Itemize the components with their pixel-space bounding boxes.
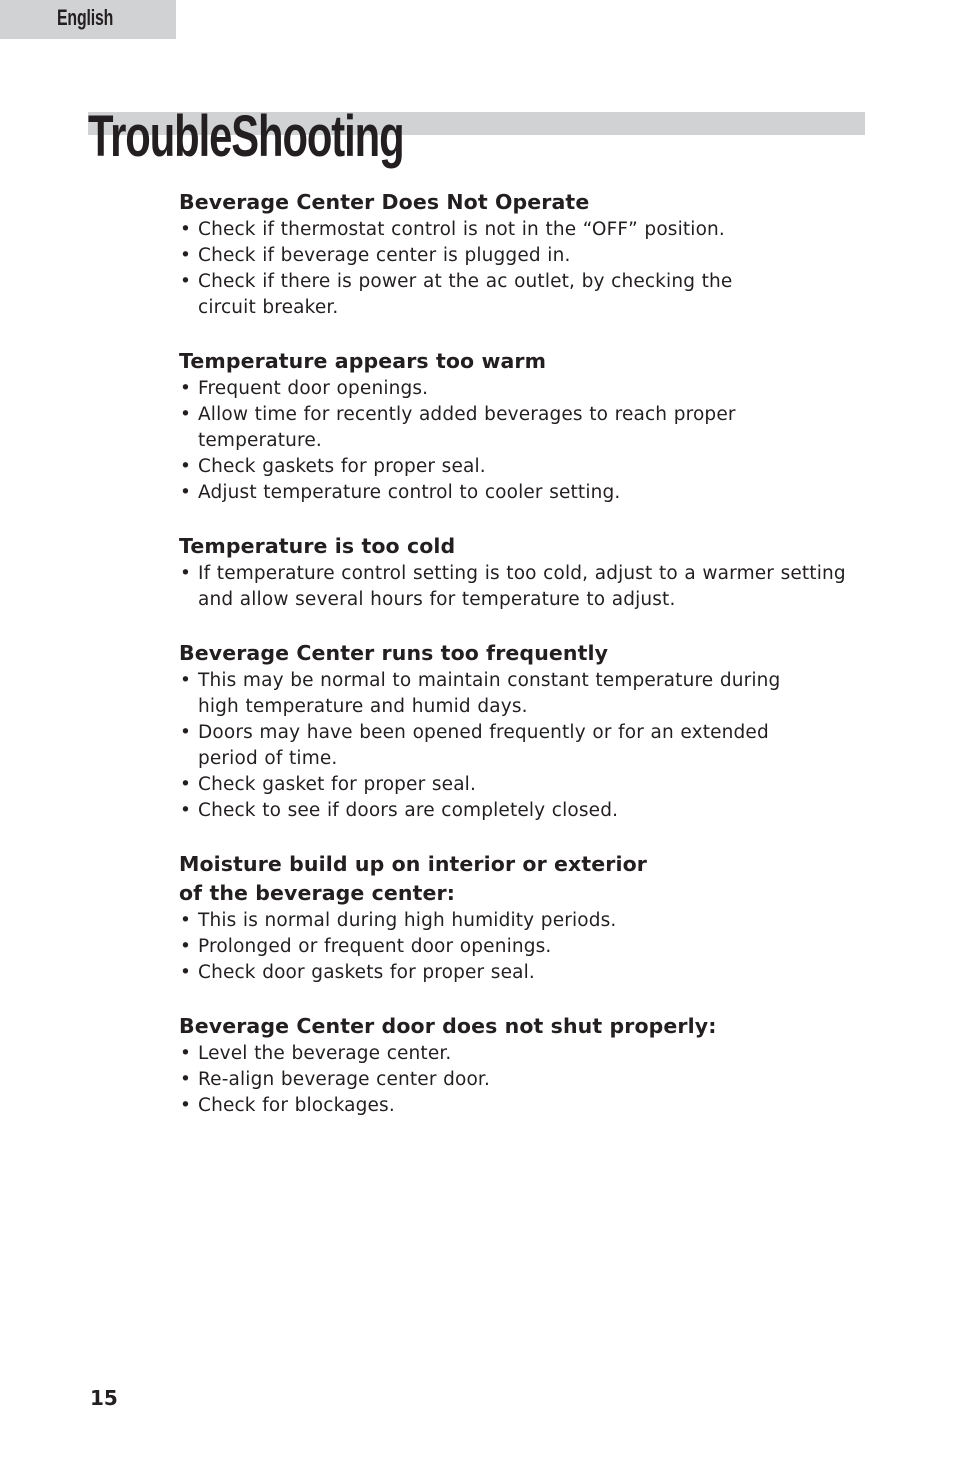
item-text: Check gaskets for proper seal. xyxy=(198,456,486,477)
list-item xyxy=(179,454,879,480)
item-text: This may be normal to maintain constant temperature during high temperature and humid days. xyxy=(198,670,781,717)
item-text: Check door gaskets for proper seal. xyxy=(198,962,535,983)
item-text: Check if beverage center is plugged in. xyxy=(198,245,571,266)
bullet-icon: • xyxy=(180,404,192,425)
item-list xyxy=(179,908,879,986)
section-heading: Beverage Center runs too frequently xyxy=(179,641,609,665)
bullet-icon: • xyxy=(180,563,192,584)
bullet-icon: • xyxy=(180,271,192,292)
bullet-icon: • xyxy=(180,800,192,821)
item-text: Re-align beverage center door. xyxy=(198,1069,491,1090)
list-item xyxy=(179,480,879,506)
bullet-icon: • xyxy=(180,245,192,266)
list-item xyxy=(179,376,879,402)
list-item xyxy=(179,561,879,613)
item-text: Check if there is power at the ac outlet, by checking the circuit breaker. xyxy=(198,271,733,318)
item-text: Check for blockages. xyxy=(198,1095,395,1116)
bullet-icon: • xyxy=(180,936,192,957)
list-item xyxy=(179,908,879,934)
page-title: TroubleShooting xyxy=(88,104,404,169)
list-item xyxy=(179,668,879,720)
bullet-icon: • xyxy=(180,1095,192,1116)
language-label: English xyxy=(57,5,114,30)
section-door-not-shut xyxy=(179,1012,879,1119)
bullet-icon: • xyxy=(180,482,192,503)
section-moisture xyxy=(179,850,879,986)
item-text: Check if thermostat control is not in the “OFF” position. xyxy=(198,219,725,240)
section-heading: Temperature appears too warm xyxy=(179,349,547,373)
list-item xyxy=(179,402,879,454)
item-text: Check gasket for proper seal. xyxy=(198,774,476,795)
language-tab xyxy=(0,0,176,39)
section-heading: Beverage Center door does not shut properly: xyxy=(179,1014,717,1038)
list-item xyxy=(179,269,879,321)
item-list xyxy=(179,217,879,321)
list-item xyxy=(179,934,879,960)
section-runs-frequently xyxy=(179,639,879,824)
item-text: Check to see if doors are completely closed. xyxy=(198,800,619,821)
bullet-icon: • xyxy=(180,219,192,240)
section-too-cold xyxy=(179,532,879,613)
item-text: Adjust temperature control to cooler setting. xyxy=(198,482,621,503)
list-item xyxy=(179,772,879,798)
bullet-icon: • xyxy=(180,722,192,743)
item-text: If temperature control setting is too cold, adjust to a warmer setting and allow several hours for temperature to adjust. xyxy=(198,563,846,610)
list-item xyxy=(179,217,879,243)
item-text: Allow time for recently added beverages to reach proper temperature. xyxy=(198,404,736,451)
list-item xyxy=(179,798,879,824)
item-text: Doors may have been opened frequently or for an extended period of time. xyxy=(198,722,769,769)
bullet-icon: • xyxy=(180,670,192,691)
item-text: Frequent door openings. xyxy=(198,378,429,399)
item-text: This is normal during high humidity periods. xyxy=(198,910,617,931)
section-heading: Beverage Center Does Not Operate xyxy=(179,190,590,214)
section-heading: Temperature is too cold xyxy=(179,534,456,558)
bullet-icon: • xyxy=(180,378,192,399)
item-text: Level the beverage center. xyxy=(198,1043,452,1064)
list-item xyxy=(179,1041,879,1067)
bullet-icon: • xyxy=(180,774,192,795)
bullet-icon: • xyxy=(180,962,192,983)
bullet-icon: • xyxy=(180,910,192,931)
list-item xyxy=(179,243,879,269)
section-too-warm xyxy=(179,347,879,506)
item-text: Prolonged or frequent door openings. xyxy=(198,936,552,957)
list-item xyxy=(179,1067,879,1093)
item-list xyxy=(179,561,879,613)
section-does-not-operate xyxy=(179,188,879,321)
list-item xyxy=(179,960,879,986)
item-list xyxy=(179,376,879,506)
list-item xyxy=(179,720,879,772)
section-heading: Moisture build up on interior or exterior of the beverage center: xyxy=(179,852,647,905)
item-list xyxy=(179,668,879,824)
list-item xyxy=(179,1093,879,1119)
item-list xyxy=(179,1041,879,1119)
bullet-icon: • xyxy=(180,1043,192,1064)
page-number: 15 xyxy=(90,1386,118,1410)
bullet-icon: • xyxy=(180,456,192,477)
bullet-icon: • xyxy=(180,1069,192,1090)
